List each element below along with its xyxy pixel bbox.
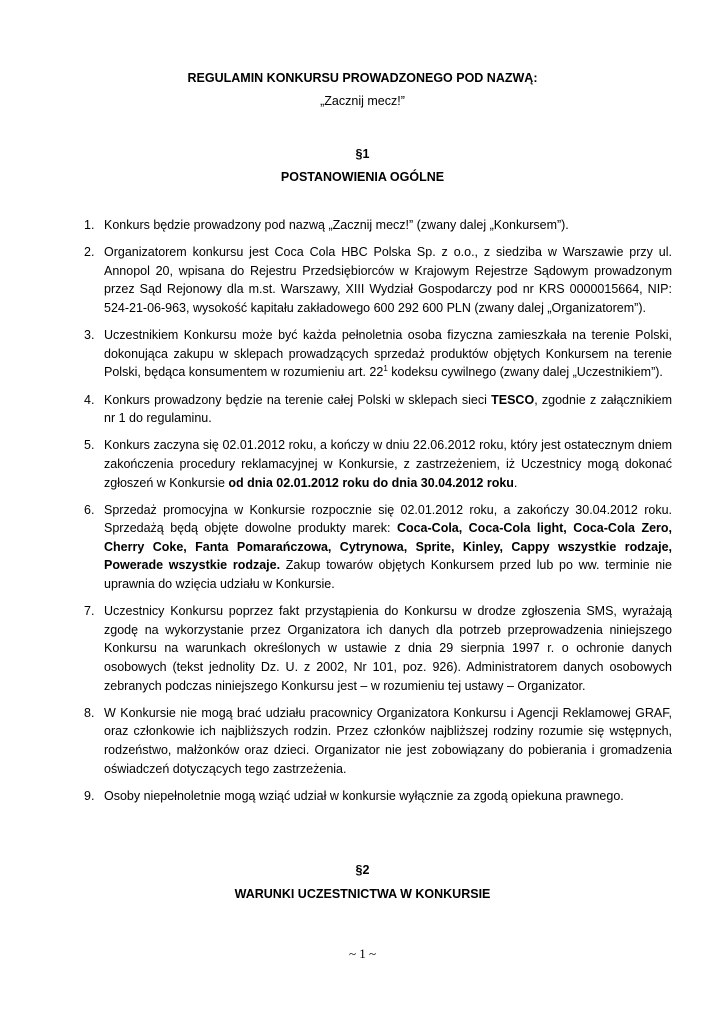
list-item-number: 5. <box>84 438 95 453</box>
list-item-text: Konkurs zaczyna się 02.01.2012 roku, a kończy w dniu 22.06.2012 roku, który jest ostatecznym dniem zakończenia procedury reklamacyjnej w Konkursie, z zastrzeżeniem, iż Uczestnicy mogą dokonać zgłoszeń w Konkursie od dnia 02.01.2012 roku do dnia 30.04.2012 roku. <box>104 438 672 490</box>
list-item <box>84 436 672 492</box>
list-item-text: Uczestnikiem Konkursu może być każda pełnoletnia osoba fizyczna zamieszkała na terenie Polski, dokonująca zakupu w sklepach prowadzących sprzedaż produktów objętych Konkursem na terenie Polski, będąca konsumentem w rozumieniu art. $22^1$ kodeksu cywilnego (zwany dalej „Uczestnikiem”). <box>104 328 672 380</box>
list-item <box>84 326 672 382</box>
section-2-number: §2 <box>355 863 370 877</box>
list-item-number: 3. <box>84 328 95 343</box>
list-item-text: W Konkursie nie mogą brać udziału pracownicy Organizatora Konkursu i Agencji Reklamowej GRAF, oraz członkowie ich najbliższych rodzin. Przez członków najbliższej rodziny rozumie się wstępnych, rodzeństwo, małżonków oraz dzieci. Organizator nie jest zobowiązany do pobierania i gromadzenia oświadczeń dotyczących tego zastrzeżenia. <box>104 705 672 776</box>
list-item-text: Konkurs będzie prowadzony pod nazwą „Zacznij mecz!” (zwany dalej „Konkursem”). <box>104 218 569 232</box>
list-item-number: 7. <box>84 604 95 619</box>
list-item-text: Konkurs prowadzony będzie na terenie całej Polski w sklepach sieci TESCO, zgodnie z załącznikiem nr 1 do regulaminu. <box>104 392 672 426</box>
section-1-list <box>84 216 672 814</box>
list-item-number: 1. <box>84 218 95 232</box>
list-item <box>84 602 672 695</box>
contest-name: „Zacznij mecz!” <box>320 94 405 108</box>
section-1-title: POSTANOWIENIA OGÓLNE <box>280 170 445 184</box>
document-title: REGULAMIN KONKURSU PROWADZONEGO POD NAZWĄ: <box>187 71 538 85</box>
list-item <box>84 501 672 594</box>
list-item-text: Uczestnicy Konkursu poprzez fakt przystąpienia do Konkursu w drodze zgłoszenia SMS, wyrażają zgodę na wykorzystanie przez Organizatora ich danych dla potrzeb przeprowadzenia niniejszego Konkursu na warunkach określonych w ustawie z dnia 29 sierpnia 1997 r. o ochronie danych osobowych (tekst jednolity Dz. U. z 2002, Nr 101, poz. 926). Administratorem danych osobowych zebranych podczas niniejszego Konkursu jest – w rozumieniu tej ustawy – Organizator. <box>104 604 672 693</box>
list-item <box>84 216 672 235</box>
list-item-number: 2. <box>84 245 95 260</box>
list-item-number: 8. <box>84 705 95 720</box>
section-1-number: §1 <box>355 147 370 161</box>
list-item-number: 4. <box>84 392 95 407</box>
list-item-text: Sprzedaż promocyjna w Konkursie rozpocznie się 02.01.2012 roku, a zakończy 30.04.2012 roku. Sprzedażą będą objęte dowolne produkty marek: Coca-Cola, Coca-Cola light, Coca-Cola Zero, Cherry Coke, Fanta Pomarańczowa, Cytrynowa, Sprite, Kinley, Cappy wszystkie rodzaje, Powerade wszystkie rodzaje. Zakup towarów objętych Konkursem przed lub po ww. terminie nie uprawnia do wzięcia udziału w Konkursie. <box>104 502 673 592</box>
list-item-text: Osoby niepełnoletnie mogą wziąć udział w konkursie wyłącznie za zgodą opiekuna prawnego. <box>104 788 624 803</box>
list-item <box>84 243 672 317</box>
list-item <box>84 391 672 428</box>
list-item <box>84 704 672 778</box>
section-2-title: WARUNKI UCZESTNICTWA W KONKURSIE <box>234 887 491 901</box>
list-item-number: 6. <box>84 502 95 517</box>
list-item <box>84 787 672 806</box>
list-item-text: Organizatorem konkursu jest Coca Cola HBC Polska Sp. z o.o., z siedziba w Warszawie przy ul. Annopol 20, wpisana do Rejestru Przedsiębiorców w Krajowym Rejestrze Sądowym prowadzonym przez Sąd Rejonowy dla m.st. Warszawy, XIII Wydział Gospodarczy pod nr KRS 0000015664, NIP: 524-21-06-963, wysokość kapitału zakładowego 600 292 600 PLN (zwany dalej „Organizatorem”). <box>104 245 672 315</box>
list-item-number: 9. <box>84 788 95 803</box>
page-number: ~ 1 ~ <box>348 946 377 961</box>
